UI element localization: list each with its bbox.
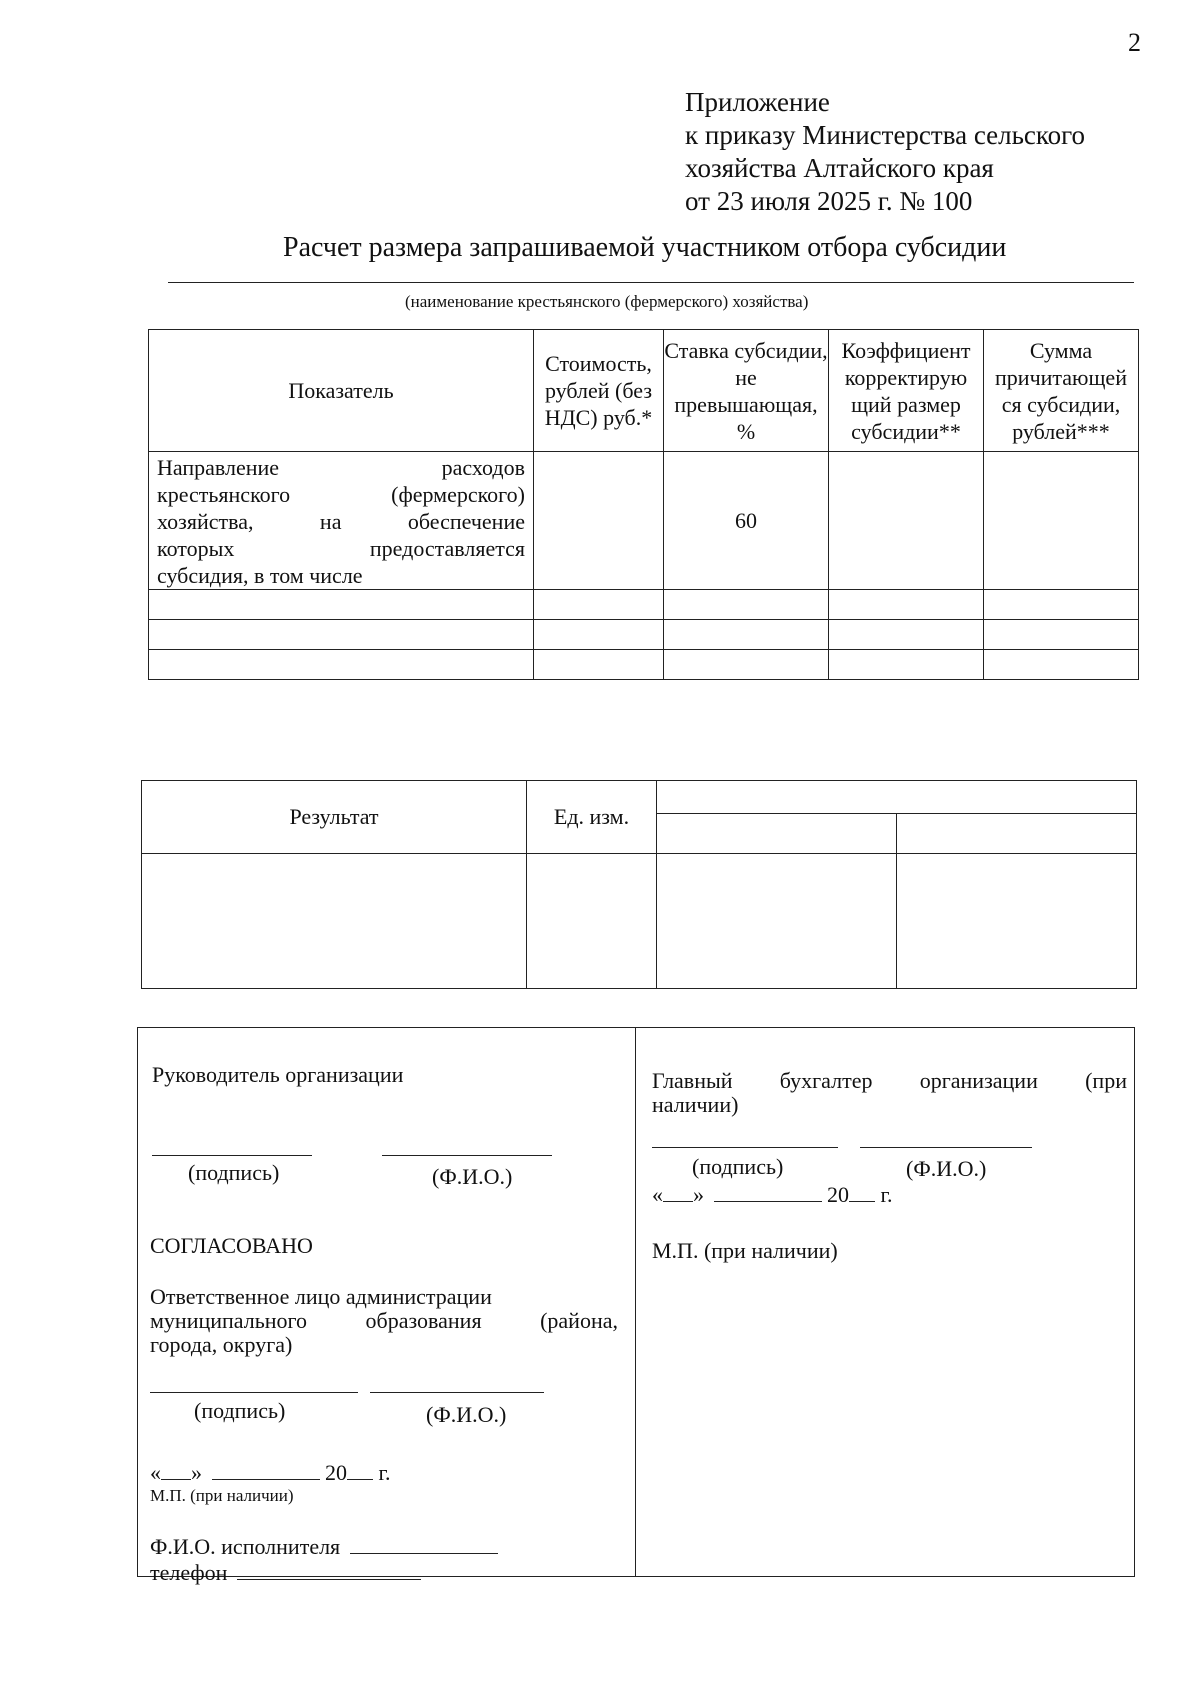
accountant-signature-line[interactable] [652,1147,838,1148]
responsible-word: муниципального [150,1308,308,1333]
table-row [149,452,1139,590]
calculation-table [148,329,1139,680]
table-cell[interactable] [829,590,984,620]
date-open-quote: « [652,1182,663,1207]
appendix-line-3: хозяйства Алтайского края [685,153,994,183]
subsidy-sum-cell[interactable] [984,452,1139,590]
date-year: 20 [325,1460,347,1485]
accountant-word: организации [919,1068,1038,1093]
responsible-line-1: Ответственное лицо администрации [150,1284,492,1309]
left-signature-cell [138,1028,636,1585]
table-cell[interactable] [149,650,534,680]
header-cost: Стоимость, рублей (без НДС) руб.* [534,330,664,452]
table-row [149,620,1139,650]
header-coefficient: Коэффициент корректирую щий размер субсидии** [829,330,984,452]
indicator-line: крестьянского (фермерского) [157,482,525,507]
date-g: г. [880,1182,893,1207]
table-cell[interactable] [534,650,664,680]
table-cell[interactable] [984,620,1139,650]
appendix-block [685,86,1085,218]
table-row [149,590,1139,620]
executor-field[interactable] [150,1534,498,1560]
head-label: Руководитель организации [152,1062,404,1087]
value-cell-1[interactable] [657,854,897,989]
date-close-quote: » [693,1182,704,1207]
responsible-signature-line[interactable] [150,1392,358,1393]
table-header-row [149,330,1139,452]
header-result: Результат [142,781,527,854]
indicator-line: которых предоставляется [157,536,525,561]
result-cell[interactable] [142,854,527,989]
date-close-quote: » [191,1460,202,1485]
responsible-fio-caption: (Ф.И.О.) [426,1402,507,1427]
table-row [149,650,1139,680]
signature-table [137,1027,1135,1585]
coefficient-cell[interactable] [829,452,984,590]
accountant-fio-line[interactable] [860,1147,1032,1148]
header-indicator: Показатель [149,330,534,452]
accountant-line-1 [652,1068,1127,1094]
responsible-signature-caption: (подпись) [194,1398,286,1423]
table-cell[interactable] [149,590,534,620]
appendix-line-2: к приказу Министерства сельского [685,120,1086,150]
accountant-word: (при [1085,1068,1127,1093]
accountant-word: бухгалтер [779,1068,873,1093]
table-cell[interactable] [664,590,829,620]
responsible-line-2 [150,1308,618,1334]
rate-cell: 60 [664,452,829,590]
header-rate: Ставка субсидии, не превышающая, % [664,330,829,452]
accountant-signature-caption: (подпись) [692,1154,784,1179]
right-signature-cell [636,1028,1135,1577]
head-signature-caption: (подпись) [188,1160,280,1185]
indicator-line: субсидия, в том числе [157,563,363,588]
accountant-line-2: наличии) [652,1092,739,1117]
table-cell[interactable] [534,620,664,650]
table-row [142,854,1137,989]
table-cell[interactable] [149,620,534,650]
unit-cell[interactable] [527,854,657,989]
accountant-fio-caption: (Ф.И.О.) [906,1156,987,1181]
table-cell[interactable] [984,650,1139,680]
header-subsidy-sum: Сумма причитающей ся субсидии, рублей*** [984,330,1139,452]
table-cell[interactable] [829,650,984,680]
date-open-quote: « [150,1460,161,1485]
responsible-word: образования [365,1308,482,1333]
responsible-word: (района, [540,1308,618,1333]
accountant-word: Главный [652,1068,733,1093]
date-year: 20 [827,1182,849,1207]
table-cell[interactable] [984,590,1139,620]
table-row [142,781,1137,814]
farm-name-line [168,282,1134,283]
result-table [141,780,1137,989]
table-cell[interactable] [829,620,984,650]
phone-field[interactable] [150,1560,421,1586]
page-number: 2 [1128,28,1141,57]
appendix-line-1: Приложение [685,87,830,117]
date-field-right[interactable] [652,1182,893,1208]
approved-label: СОГЛАСОВАНО [150,1233,313,1258]
header-unit: Ед. изм. [527,781,657,854]
appendix-line-4: от 23 июля 2025 г. № 100 [685,186,973,216]
farm-name-caption: (наименование крестьянского (фермерского) хозяйства) [405,292,809,311]
stamp-label-right: М.П. (при наличии) [652,1238,838,1263]
head-signature-line[interactable] [152,1155,312,1156]
date-g: г. [378,1460,391,1485]
indicator-line: Направление расходов [157,455,525,480]
responsible-fio-line[interactable] [370,1392,544,1393]
head-fio-caption: (Ф.И.О.) [432,1164,513,1189]
header-period-2 [897,814,1137,854]
date-field-left[interactable] [150,1460,391,1486]
executor-label: Ф.И.О. исполнителя [150,1534,341,1559]
table-cell[interactable] [534,590,664,620]
stamp-label-left: М.П. (при наличии) [150,1486,294,1505]
head-fio-line[interactable] [382,1155,552,1156]
header-period-group [657,781,1137,814]
document-title: Расчет размера запрашиваемой участником отбора субсидии [283,232,1007,263]
table-cell[interactable] [664,620,829,650]
table-cell[interactable] [664,650,829,680]
responsible-line-3: города, округа) [150,1332,293,1357]
phone-label: телефон [150,1560,228,1585]
header-period-1 [657,814,897,854]
indicator-cell [149,452,534,590]
indicator-line: хозяйства, на обеспечение [157,509,525,534]
cost-cell[interactable] [534,452,664,590]
value-cell-2[interactable] [897,854,1137,989]
